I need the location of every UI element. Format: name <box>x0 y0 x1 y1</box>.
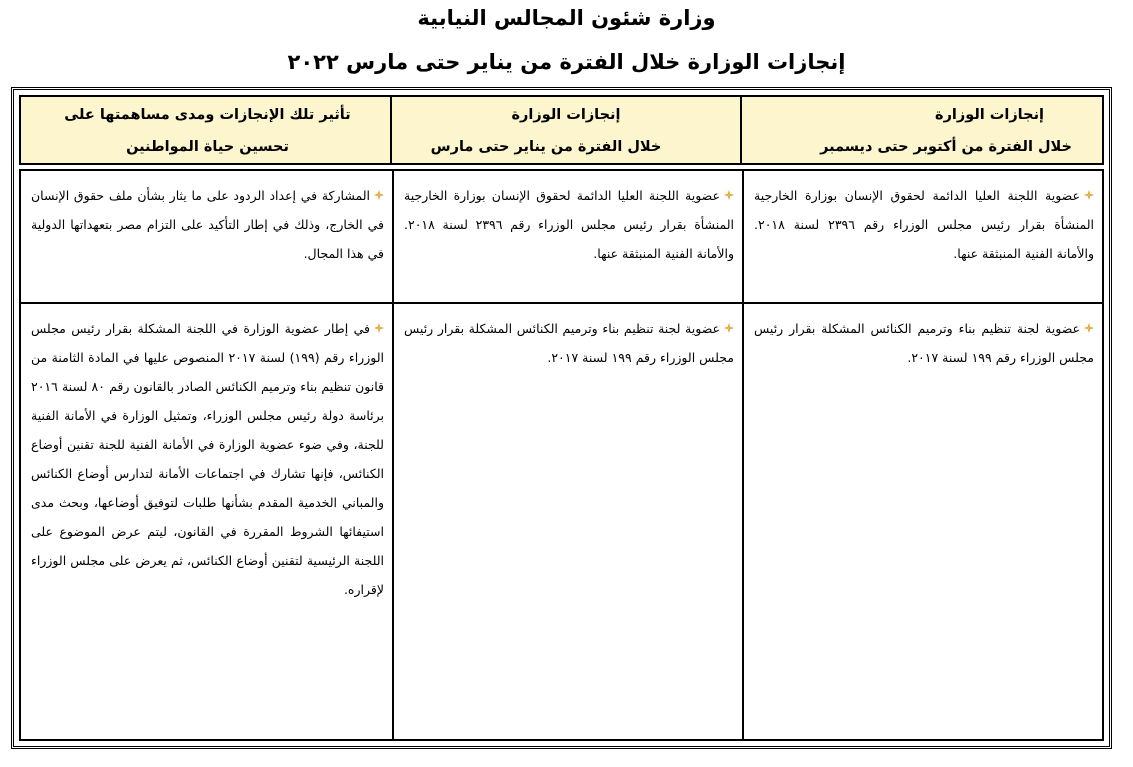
header-col-3-line2: تحسين حياة المواطنين <box>126 139 289 155</box>
cell-text: المشاركة في إعداد الردود على ما يثار بشأن ملف حقوق الإنسان في الخارج، وذلك في إطار التأكيد على التزام مصر بتعهداتها الدولية في هذا المجال. <box>31 188 384 261</box>
table-cell <box>744 171 1102 302</box>
cell-text: في إطار عضوية الوزارة في اللجنة المشكلة بقرار رئيس مجلس الوزراء رقم (١٩٩) لسنة ٢٠١٧ المنصوص عليها في المادة الثامنة من قانون تنظيم بناء وترميم الكنائس الصادر بالقانون رقم ٨٠ لسنة ٢٠١٦ برئاسة دولة رئيس مجلس الوزراء، وتمثيل الوزارة في الأمانة الفنية للجنة، وفي ضوء عضوية الوزارة في الأمانة الفنية للجنة تقنين أوضاع الكنائس، فإنها تشارك في اجتماعات الأمانة لتدارس أوضاع الكنائس والمباني الخدمية المقدم بشأنها طلبات لتوفيق أوضاعها، وبحث مدى استيفائها الشروط المقررة في القانون، ليتم عرض الموضوع على اللجنة الرئيسية لتقنين أوضاع الكنائس، ثم يعرض على مجلس الوزراء لإقراره. <box>31 321 384 597</box>
header-col-2-line1: إنجازات الوزارة <box>511 107 621 123</box>
header-col-1-line2: خلال الفترة من أكتوبر حتى ديسمبر <box>820 139 1072 155</box>
table-row <box>19 304 1104 741</box>
page-subtitle: إنجازات الوزارة خلال الفترة من يناير حتى مارس ٢٠٢٢ <box>287 50 846 74</box>
header-col-2-line2: خلال الفترة من يناير حتى مارس <box>430 139 662 155</box>
cell-text: عضوية اللجنة العليا الدائمة لحقوق الإنسان بوزارة الخارجية المنشأة بقرار رئيس مجلس الوزراء رقم ٢٣٩٦ لسنة ٢٠١٨. والأمانة الفنية المنبثقة عنها. <box>754 188 1094 261</box>
table-cell <box>21 171 392 302</box>
diamond-bullet-icon <box>724 190 734 200</box>
header-col-1-line1: إنجازات الوزارة <box>935 107 1044 123</box>
header-col-impact <box>21 97 394 163</box>
table-row <box>19 169 1104 304</box>
header-col-3-line1: تأثير تلك الإنجازات ومدى مساهمتها على <box>64 107 351 123</box>
table-header <box>19 95 1104 165</box>
diamond-bullet-icon <box>1084 323 1094 333</box>
cell-text: عضوية لجنة تنظيم بناء وترميم الكنائس المشكلة بقرار رئيس مجلس الوزراء رقم ١٩٩ لسنة ٢٠١٧. <box>754 321 1094 365</box>
table-cell <box>744 304 1102 739</box>
achievements-table <box>11 87 1112 749</box>
header-col-oct-dec <box>742 97 1102 163</box>
diamond-bullet-icon <box>374 323 384 333</box>
table-cell <box>392 171 744 302</box>
cell-text: عضوية لجنة تنظيم بناء وترميم الكنائس المشكلة بقرار رئيس مجلس الوزراء رقم ١٩٩ لسنة ٢٠١٧. <box>404 321 734 365</box>
table-cell <box>392 304 744 739</box>
diamond-bullet-icon <box>1084 190 1094 200</box>
header-col-jan-mar <box>390 97 742 163</box>
diamond-bullet-icon <box>724 323 734 333</box>
diamond-bullet-icon <box>374 190 384 200</box>
cell-text: عضوية اللجنة العليا الدائمة لحقوق الإنسان بوزارة الخارجية المنشأة بقرار رئيس مجلس الوزراء رقم ٢٣٩٦ لسنة ٢٠١٨. والأمانة الفنية المنبثقة عنها. <box>404 188 734 261</box>
page-title: وزارة شئون المجالس النيابية <box>417 6 716 30</box>
table-cell <box>21 304 392 739</box>
